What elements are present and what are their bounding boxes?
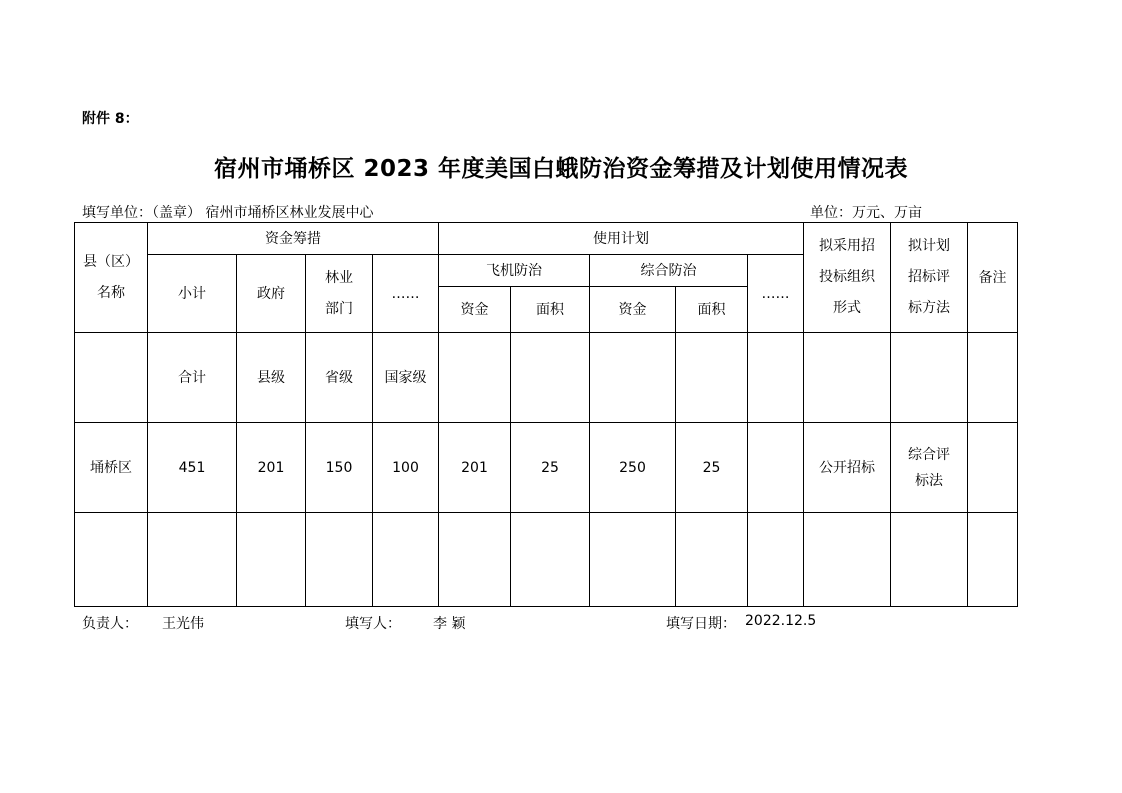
unit-label: 单位：万元、万亩 [810,205,922,221]
document-title: 宿州市埇桥区 2023 年度美国白蛾防治资金筹措及计划使用情况表 [213,156,909,182]
level-total-cell: 合计 [148,333,237,423]
responsible-name: 王光伟 [162,616,204,632]
table-cell [439,333,511,423]
table-cell [891,333,968,423]
table-row [75,423,1018,513]
remarks-header: 备注 [968,223,1018,333]
funding-more-header: …… [373,255,439,333]
table-cell [968,333,1018,423]
forestry-dept-header: 林业 部门 [306,255,373,333]
table-cell [968,423,1018,513]
responsible-label: 负责人： [82,616,138,632]
level-national-cell: 国家级 [373,333,439,423]
table-cell [75,513,148,607]
funding-table [74,222,1018,607]
total-cell: 451 [148,423,237,513]
table-cell [306,513,373,607]
usage-more-header: …… [748,255,804,333]
table-cell [75,333,148,423]
table-cell [439,513,511,607]
table-cell [511,333,590,423]
table-cell [511,513,590,607]
bid-organization-header: 拟采用招 投标组织 形式 [804,223,891,333]
table-cell [148,513,237,607]
date-label: 填写日期： [666,616,736,632]
county-name-cell: 埇桥区 [75,423,148,513]
table-cell [676,333,748,423]
filler-label: 填写人： [345,616,401,632]
aircraft-area-cell: 25 [511,423,590,513]
table-cell [676,513,748,607]
attachment-label: 附件 8： [82,111,139,127]
level-province-cell: 省级 [306,333,373,423]
aircraft-control-header: 飞机防治 [439,255,590,287]
table-cell [590,333,676,423]
table-cell [804,513,891,607]
aircraft-funds-header: 资金 [439,287,511,333]
table-cell [373,513,439,607]
aircraft-area-header: 面积 [511,287,590,333]
bid-form-cell: 公开招标 [804,423,891,513]
table-cell [748,423,804,513]
funding-group-header: 资金筹措 [148,223,439,255]
comprehensive-funds-header: 资金 [590,287,676,333]
county-level-cell: 201 [237,423,306,513]
province-level-cell: 150 [306,423,373,513]
table-cell [804,333,891,423]
table-cell [237,513,306,607]
comprehensive-funds-cell: 250 [590,423,676,513]
comprehensive-area-cell: 25 [676,423,748,513]
aircraft-funds-cell: 201 [439,423,511,513]
fill-date: 2022.12.5 [745,613,817,629]
table-cell [748,513,804,607]
bid-method-cell: 综合评 标法 [891,423,968,513]
usage-group-header: 使用计划 [439,223,804,255]
level-county-cell: 县级 [237,333,306,423]
subtotal-header: 小计 [148,255,237,333]
table-cell [891,513,968,607]
filler-name: 李 颖 [433,616,466,632]
national-level-cell: 100 [373,423,439,513]
government-header: 政府 [237,255,306,333]
bid-evaluation-header: 拟计划 招标评 标方法 [891,223,968,333]
comprehensive-area-header: 面积 [676,287,748,333]
county-header: 县（区） 名称 [75,223,148,333]
fill-unit: 填写单位：（盖章） 宿州市埇桥区林业发展中心 [82,205,374,221]
table-cell [748,333,804,423]
table-cell [968,513,1018,607]
comprehensive-control-header: 综合防治 [590,255,748,287]
table-cell [590,513,676,607]
